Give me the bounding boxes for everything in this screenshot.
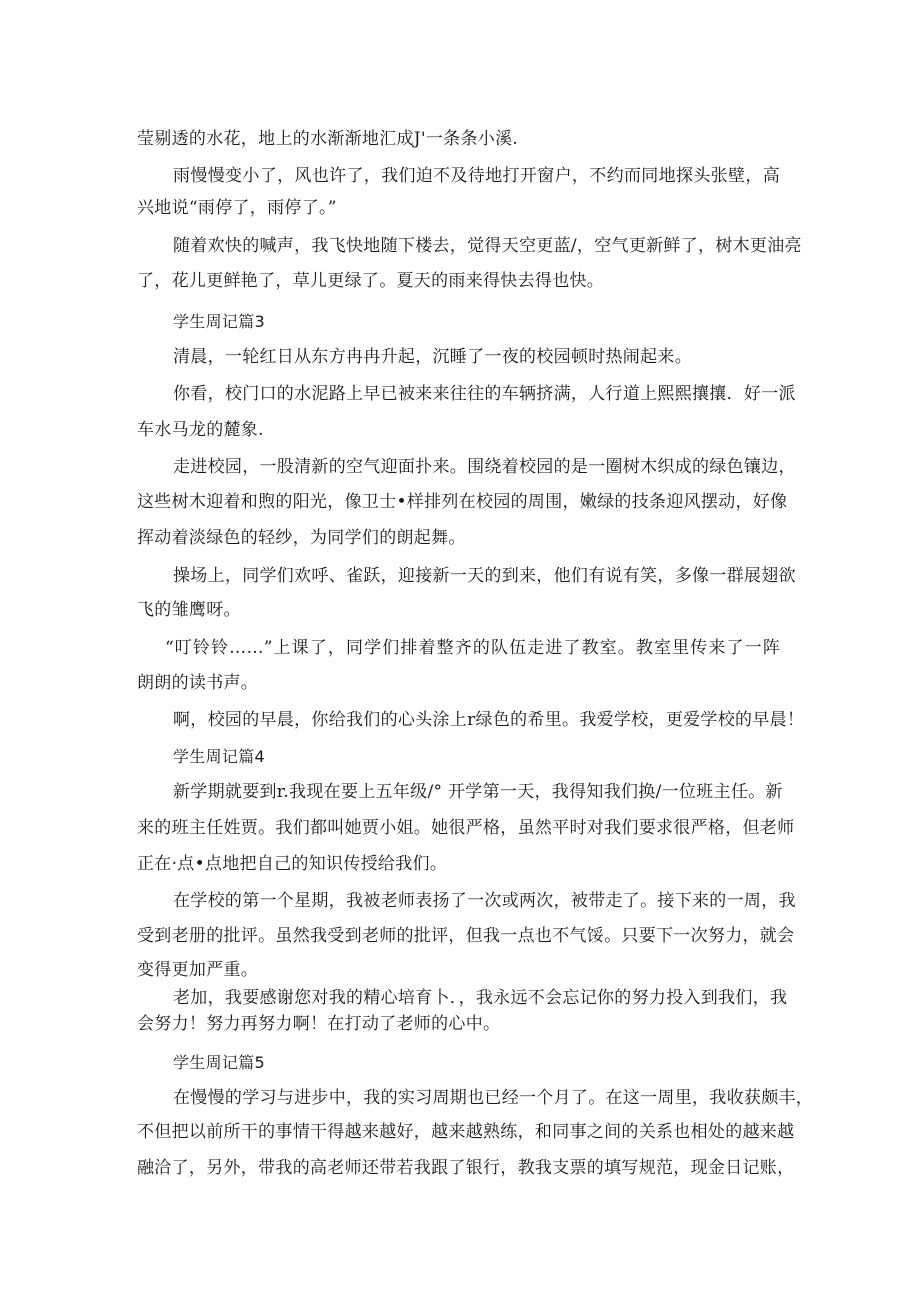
- paragraph-line: 随着欢快的喊声，我飞快地随下楼去，觉得天空更蓝/，空气更新鲜了，树木更油亮: [173, 236, 802, 256]
- paragraph-line: 来的班主任姓贾。我们都叫她贾小姐。她很严格，虽然平时对我们要求很严格，但老师: [137, 818, 795, 838]
- paragraph-line: 车水马龙的麓象.: [137, 420, 264, 440]
- paragraph-line: 融洽了，另外，带我的高老师还带若我跟了银行，教我支票的填写规范，现金日记账，: [137, 1158, 795, 1178]
- section-heading: 学生周记篇5: [173, 1053, 265, 1072]
- paragraph-line: 啊，校园的早晨，你给我们的心头涂上r绿色的希里。我爱学校，更爱学校的早晨！: [173, 710, 805, 730]
- paragraph-line: 了，花儿更鲜艳了，草儿更绿了。夏天的雨来得快去得也快。: [137, 271, 605, 291]
- paragraph-line: “叮铃铃……”上课了，同学们排着整齐的队伍走进了教室。教室里传来了一阵: [165, 638, 780, 658]
- paragraph-line: 挥动着淡绿色的轻纱，为同学们的朗起舞。: [137, 528, 466, 548]
- paragraph-line: 不但把以前所干的事情干得越来越好，越来越熟练，和同事之间的关系也相处的越来越: [137, 1122, 795, 1142]
- paragraph-line: 朗朗的读书声。: [137, 673, 259, 693]
- paragraph-line: 莹剔透的水花，地上的水渐渐地汇成J'一条条小溪.: [137, 129, 519, 149]
- paragraph-line: 清晨，一轮红日从东方冉冉升起，沉睡了一夜的校园顿时热闹起来。: [173, 347, 692, 367]
- paragraph-line: 新学期就要到r.我现在要上五年级/° 开学第一天，我得知我们换/一位班主任。新: [173, 782, 783, 802]
- section-heading: 学生周记篇3: [173, 312, 265, 331]
- paragraph-line: 老加，我要感谢您对我的精心培育卜．，我永远不会忘记你的努力投入到我们，我: [173, 988, 788, 1008]
- paragraph-line: 在学校的第一个星期，我被老师表扬了一次或两次，被带走了。接下来的一周，我: [173, 891, 796, 911]
- paragraph-line: 你看，校门口的水泥路上早已被来来往往的车辆挤满，人行道上熙熙攘攘．好一派: [173, 384, 796, 404]
- paragraph-line: 兴地说“雨停了，雨停了。”: [137, 198, 337, 218]
- paragraph-line: 这些树木迎着和煦的阳光，像卫士•样排列在校园的周围，嫩绿的技条迎风摆动，好像: [137, 492, 788, 512]
- paragraph-line: 受到老册的批评。虽然我受到老师的批评，但我一点也不气馁。只要下一次努力，就会: [137, 926, 795, 946]
- paragraph-line: 会努力！努力再努力啊！在打动了老师的心中。: [137, 1014, 501, 1034]
- paragraph-line: 飞的雏鹰呀。: [137, 600, 241, 620]
- paragraph-line: 变得更加严重。: [137, 960, 259, 980]
- paragraph-line: 操场上，同学们欢呼、雀跃，迎接新一天的到来，他们有说有笑，多像一群展翅欲: [173, 566, 796, 586]
- paragraph-line: 在慢慢的学习与进步中，我的实习周期也已经一个月了。在这一周里，我收获颇丰，: [173, 1088, 814, 1108]
- paragraph-line: 走进校园，一股清新的空气迎面扑来。围绕着校园的是一圈树木织成的绿色镶边，: [173, 457, 796, 477]
- paragraph-line: 正在·点•点地把自己的知识传授给我们。: [137, 854, 448, 874]
- section-heading: 学生周记篇4: [173, 747, 265, 766]
- paragraph-line: 雨慢慢变小了，风也许了，我们迫不及待地打开窗户，不约而同地探头张壁，高: [173, 166, 780, 186]
